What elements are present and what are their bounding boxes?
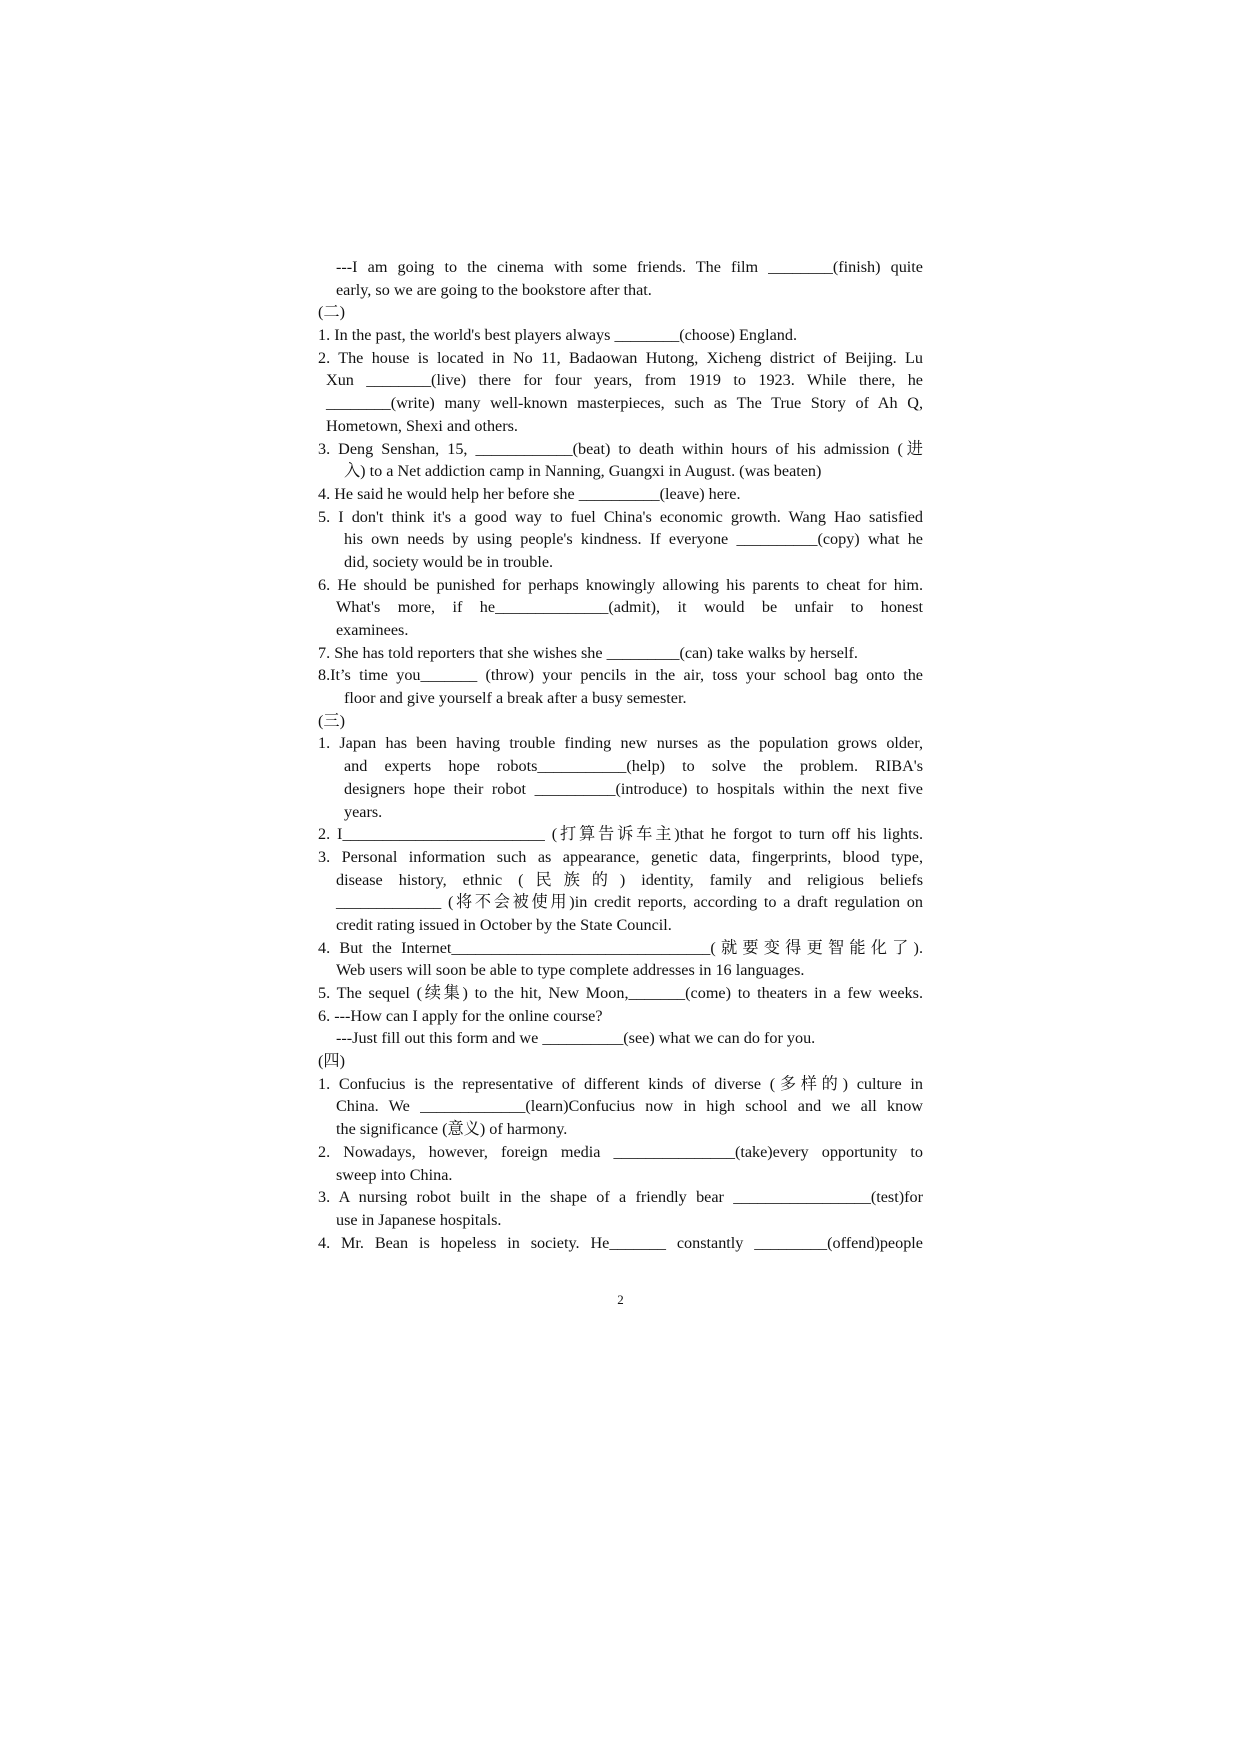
text-line: 1. Confucius is the representative of different kinds of diverse (多样的) culture in	[318, 1074, 923, 1093]
text-line: ---I am going to the cinema with some friends. The film ________(finish) quite	[336, 258, 923, 276]
text-line: _____________ (将不会被使用)in credit reports, according to a draft regulation on	[336, 893, 923, 912]
text-line: early, so we are going to the bookstore after that.	[336, 280, 652, 299]
text-line: What's more, if he______________(admit), it would be unfair to honest	[336, 598, 923, 617]
text-line: his own needs by using people's kindness. If everyone __________(copy) what he	[344, 530, 923, 549]
text-line: 7. She has told reporters that she wishes she _________(can) take walks by herself.	[318, 643, 858, 662]
text-line: 6. He should be punished for perhaps knowingly allowing his parents to cheat for him.	[318, 575, 923, 594]
text-line: ________(write) many well-known masterpieces, such as The True Story of Ah Q,	[326, 394, 923, 413]
text-line: 2. The house is located in No 11, Badaowan Hutong, Xicheng district of Beijing. Lu	[318, 348, 923, 367]
text-line: 6. ---How can I apply for the online course?	[318, 1006, 603, 1025]
text-line: use in Japanese hospitals.	[336, 1210, 502, 1229]
text-line: credit rating issued in October by the State Council.	[336, 915, 672, 934]
text-line: 4. But the Internet________________________________(就要变得更智能化了).	[318, 938, 923, 957]
text-line: 5. I don't think it's a good way to fuel China's economic growth. Wang Hao satisfied	[318, 507, 923, 526]
text-line: Hometown, Shexi and others.	[326, 416, 518, 435]
section-heading: (三)	[318, 711, 345, 730]
text-line: and experts hope robots___________(help) to solve the problem. RIBA's	[344, 757, 923, 776]
text-line: 3. Personal information such as appearance, genetic data, fingerprints, blood type,	[318, 847, 923, 866]
page-number: 2	[617, 1292, 624, 1307]
text-line: 1. Japan has been having trouble finding new nurses as the population grows older,	[318, 734, 923, 753]
text-line: did, society would be in trouble.	[344, 552, 554, 571]
text-line: Web users will soon be able to type complete addresses in 16 languages.	[336, 961, 805, 980]
text-line: designers hope their robot __________(introduce) to hospitals within the next five	[344, 779, 923, 798]
text-line: sweep into China.	[336, 1165, 453, 1184]
text-line: ---Just fill out this form and we __________(see) what we can do for you.	[336, 1029, 816, 1048]
text-line: examinees.	[336, 621, 409, 639]
text-line: 入) to a Net addiction camp in Nanning, Guangxi in August. (was beaten)	[344, 462, 822, 481]
text-line: Xun ________(live) there for four years, from 1919 to 1923. While there, he	[326, 371, 923, 390]
text-line: 5. The sequel (续集) to the hit, New Moon,_______(come) to theaters in a few weeks.	[318, 984, 923, 1002]
text-line: 1. In the past, the world's best players always ________(choose) England.	[318, 326, 797, 345]
text-line: 3. Deng Senshan, 15, ____________(beat) to death within hours of his admission (进	[318, 439, 923, 458]
text-line: 3. A nursing robot built in the shape of a friendly bear _________________(test)for	[318, 1188, 923, 1207]
text-line: 8.It’s time you_______ (throw) your pencils in the air, toss your school bag onto the	[318, 666, 923, 685]
text-line: the significance (意义) of harmony.	[336, 1120, 568, 1139]
section-heading: (二)	[318, 303, 345, 322]
worksheet-body	[318, 256, 923, 1254]
text-line: 4. He said he would help her before she __________(leave) here.	[318, 484, 741, 503]
text-line: 2. Nowadays, however, foreign media _______________(take)every opportunity to	[318, 1142, 923, 1161]
text-line: 2. I_________________________ (打算告诉车主)that he forgot to turn off his lights.	[318, 825, 923, 844]
text-line: disease history, ethnic (民族的) identity, family and religious beliefs	[336, 870, 923, 889]
text-line: China. We _____________(learn)Confucius now in high school and we all know	[336, 1097, 923, 1116]
text-line: 4. Mr. Bean is hopeless in society. He_______ constantly _________(offend)people	[318, 1233, 923, 1252]
text-line: years.	[344, 802, 383, 821]
section-heading: (四)	[318, 1052, 345, 1071]
text-line: floor and give yourself a break after a busy semester.	[344, 689, 687, 708]
